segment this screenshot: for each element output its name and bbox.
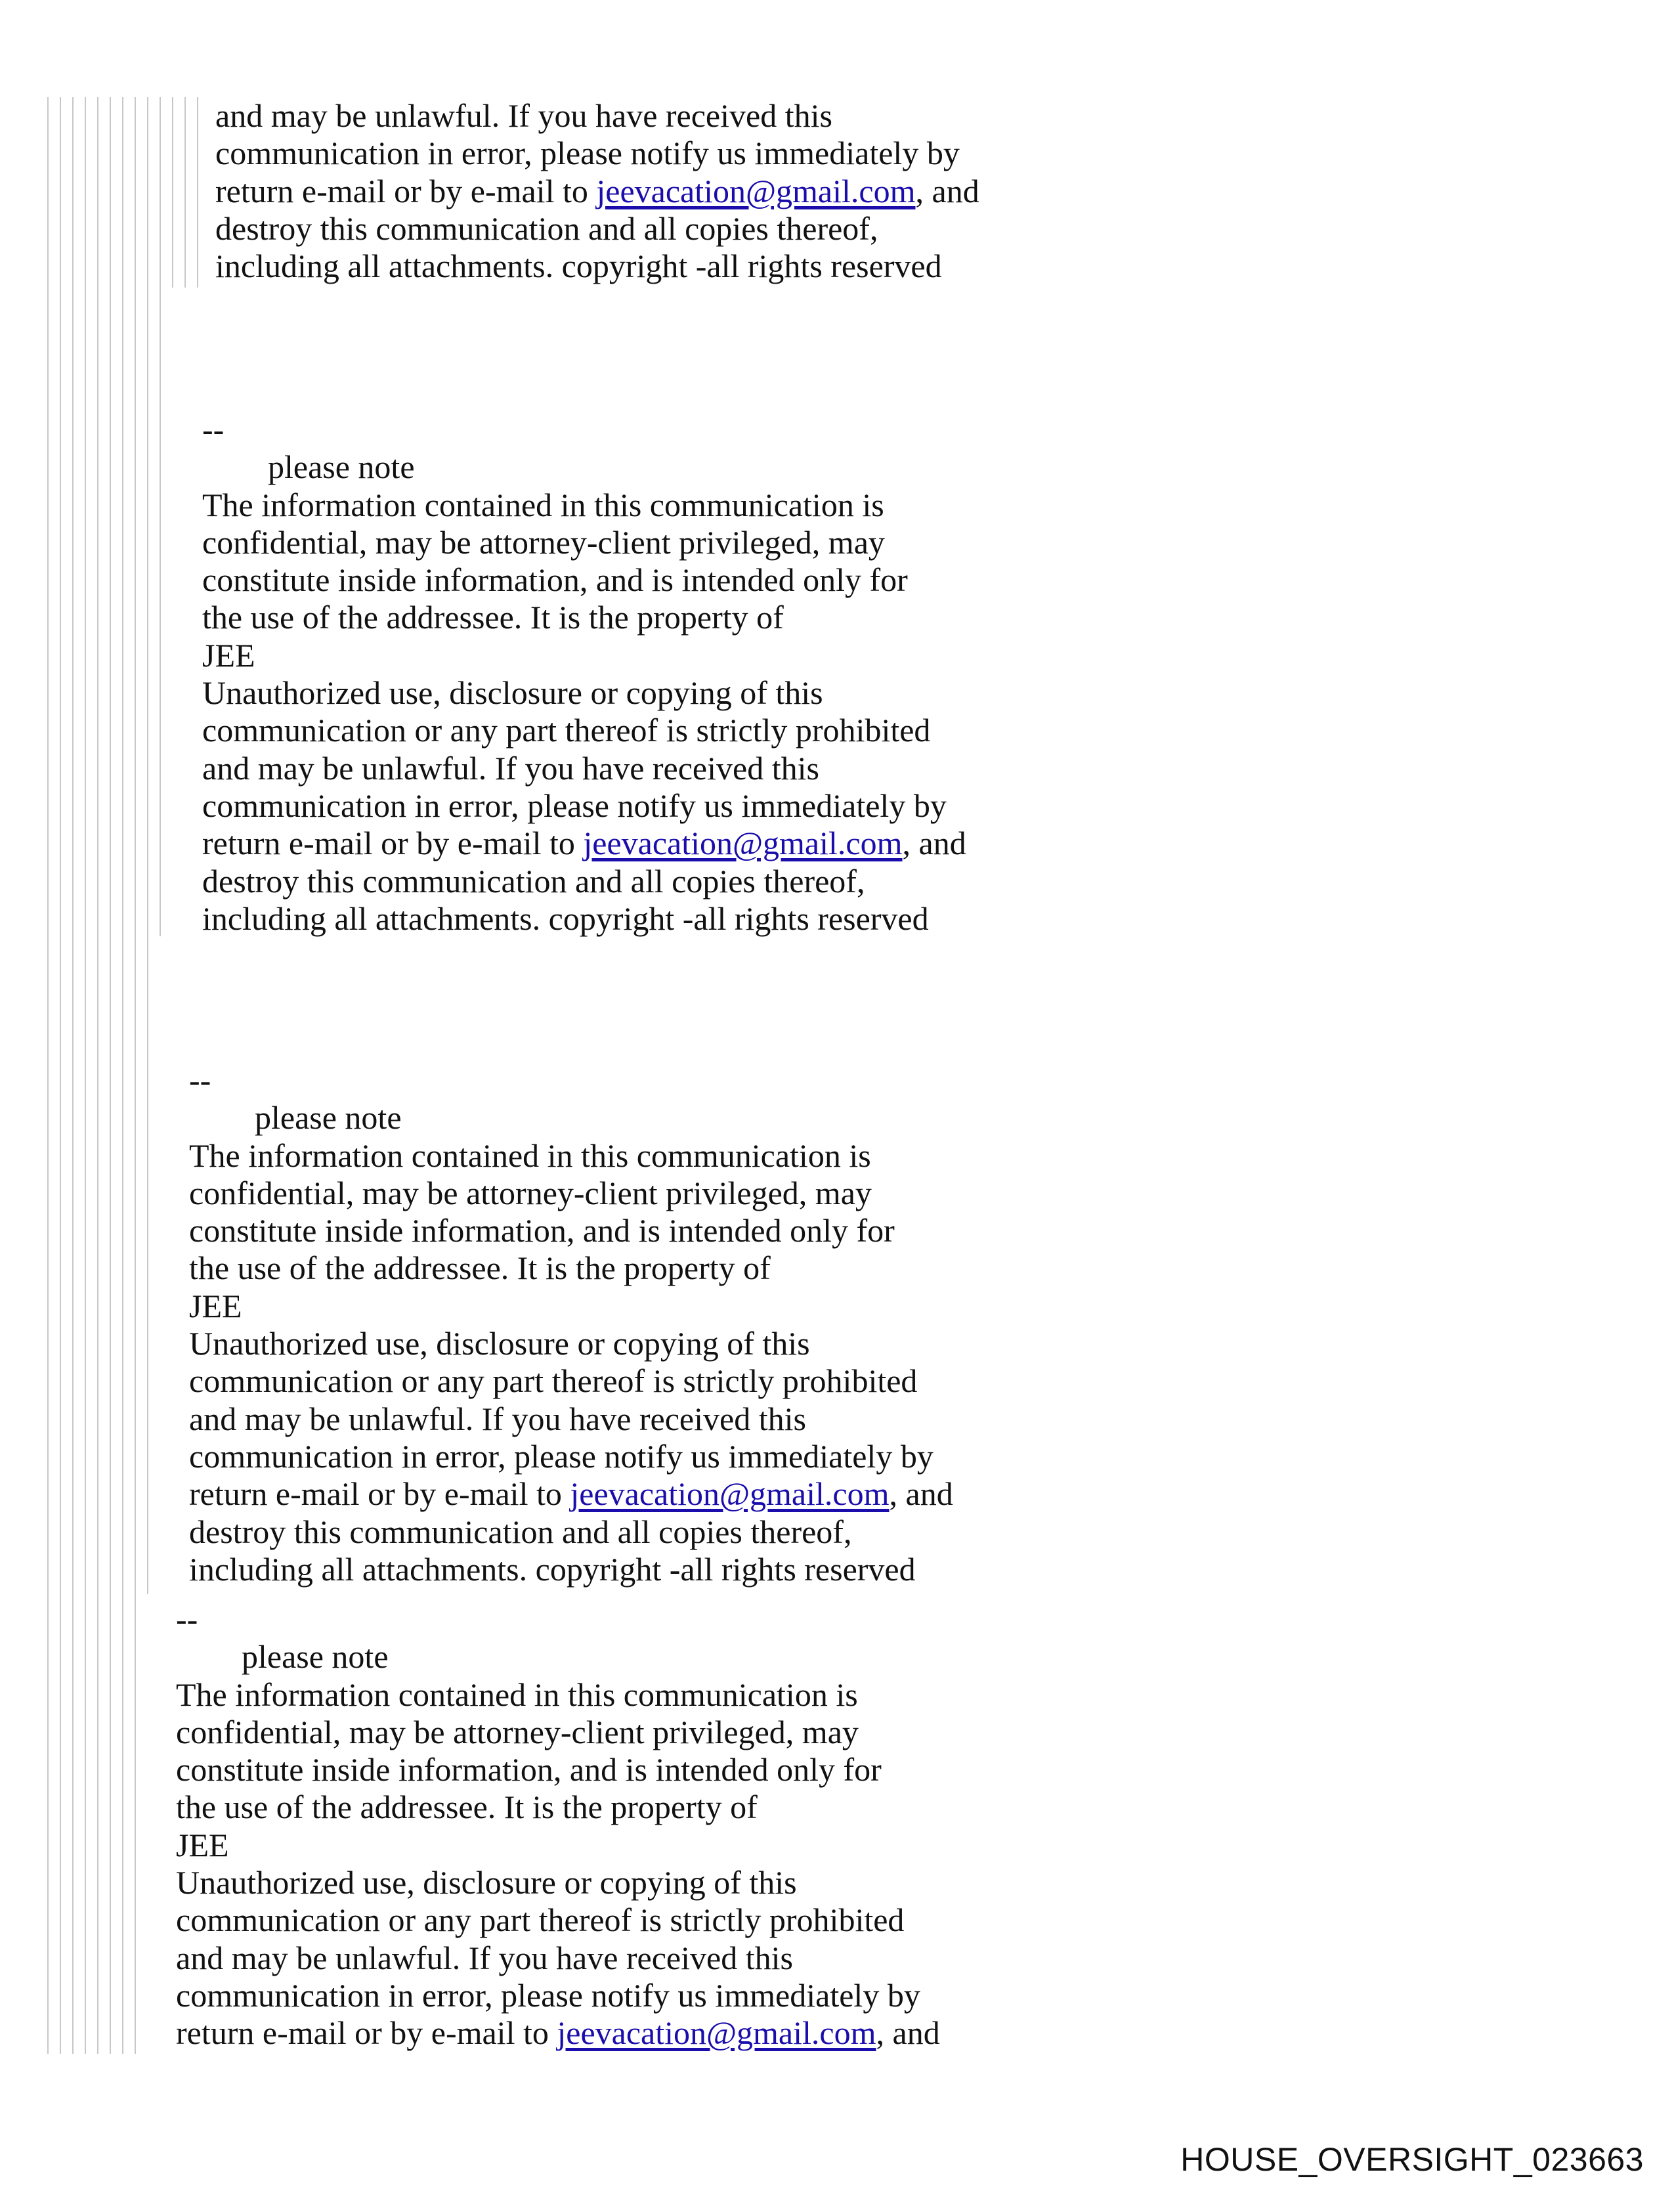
quote-bar bbox=[184, 97, 186, 288]
return-prefix: return e-mail or by e-mail to bbox=[202, 825, 584, 862]
signature-separator: -- bbox=[176, 1601, 198, 1637]
email-link[interactable]: jeevacation@gmail.com bbox=[570, 1475, 890, 1513]
text-line: communication in error, please notify us immediately by bbox=[215, 135, 960, 172]
text-line: and may be unlawful. If you have received this bbox=[215, 97, 832, 134]
text-line: and may be unlawful. If you have received this bbox=[189, 1400, 806, 1437]
text-line: JEE bbox=[202, 636, 255, 674]
quote-bar bbox=[47, 97, 49, 2054]
return-suffix: , and bbox=[876, 2014, 940, 2052]
please-note: please note bbox=[242, 1638, 389, 1676]
email-link[interactable]: jeevacation@gmail.com bbox=[557, 2014, 876, 2052]
quote-bar bbox=[60, 97, 61, 2054]
return-suffix: , and bbox=[915, 172, 979, 209]
text-line: including all attachments. copyright -all rights reserved bbox=[202, 900, 929, 937]
disclaimer-block bbox=[176, 1601, 940, 2052]
bates-number: HOUSE_OVERSIGHT_023663 bbox=[1180, 2141, 1644, 2178]
return-prefix: return e-mail or by e-mail to bbox=[215, 172, 597, 209]
text-line: the use of the addressee. It is the property of bbox=[176, 1789, 758, 1826]
text-line: Unauthorized use, disclosure or copying of this bbox=[176, 1864, 797, 1901]
text-line: The information contained in this communication is bbox=[176, 1676, 858, 1713]
quote-bar bbox=[72, 97, 74, 2054]
quote-bar bbox=[172, 97, 173, 288]
text-line: JEE bbox=[189, 1287, 242, 1324]
quote-bar bbox=[122, 97, 123, 2054]
quote-bar bbox=[197, 97, 198, 288]
signature-separator: -- bbox=[189, 1062, 211, 1098]
text-line: Unauthorized use, disclosure or copying of this bbox=[189, 1325, 810, 1362]
quote-bar bbox=[110, 97, 111, 2054]
text-line: constitute inside information, and is intended only for bbox=[202, 561, 908, 599]
text-line: constitute inside information, and is intended only for bbox=[189, 1212, 895, 1249]
disclaimer-block bbox=[189, 1062, 953, 1588]
quote-bar bbox=[85, 97, 86, 2054]
quote-bar bbox=[147, 97, 148, 1594]
text-line bbox=[202, 825, 966, 862]
quote-bar bbox=[97, 97, 98, 2054]
text-line bbox=[215, 173, 979, 210]
text-line: communication in error, please notify us immediately by bbox=[202, 787, 947, 824]
return-prefix: return e-mail or by e-mail to bbox=[176, 2014, 557, 2052]
text-line: Unauthorized use, disclosure or copying of this bbox=[202, 674, 823, 712]
please-note: please note bbox=[255, 1099, 402, 1137]
email-link[interactable]: jeevacation@gmail.com bbox=[596, 172, 916, 209]
please-note: please note bbox=[268, 448, 415, 486]
text-line: destroy this communication and all copies thereof, bbox=[189, 1513, 852, 1550]
return-suffix: , and bbox=[889, 1475, 953, 1513]
text-line: communication in error, please notify us immediately by bbox=[176, 1976, 920, 2014]
text-line: destroy this communication and all copies thereof, bbox=[202, 862, 865, 900]
text-line: the use of the addressee. It is the property of bbox=[202, 599, 784, 636]
text-line bbox=[189, 1475, 953, 1513]
text-line: constitute inside information, and is intended only for bbox=[176, 1751, 882, 1789]
text-line: communication or any part thereof is strictly prohibited bbox=[189, 1362, 918, 1400]
text-line: the use of the addressee. It is the property of bbox=[189, 1249, 771, 1287]
text-line: and may be unlawful. If you have received this bbox=[176, 1939, 793, 1976]
return-suffix: , and bbox=[902, 825, 966, 862]
signature-separator: -- bbox=[202, 411, 225, 448]
text-line: and may be unlawful. If you have received this bbox=[202, 749, 819, 787]
email-link[interactable]: jeevacation@gmail.com bbox=[583, 825, 903, 862]
text-line: including all attachments. copyright -all rights reserved bbox=[189, 1550, 916, 1588]
text-line: confidential, may be attorney-client privileged, may bbox=[189, 1174, 872, 1211]
text-line: JEE bbox=[176, 1826, 229, 1863]
text-line bbox=[176, 2014, 940, 2052]
text-line: communication or any part thereof is strictly prohibited bbox=[202, 712, 931, 749]
return-prefix: return e-mail or by e-mail to bbox=[189, 1475, 570, 1513]
text-line: destroy this communication and all copies thereof, bbox=[215, 209, 878, 247]
text-line: The information contained in this communication is bbox=[189, 1137, 871, 1174]
quote-bar bbox=[135, 97, 136, 2054]
text-line: communication or any part thereof is strictly prohibited bbox=[176, 1901, 905, 1939]
text-line: confidential, may be attorney-client privileged, may bbox=[176, 1713, 859, 1750]
disclaimer-block bbox=[202, 411, 966, 938]
text-line: including all attachments. copyright -all rights reserved bbox=[215, 248, 942, 285]
text-line: communication in error, please notify us immediately by bbox=[189, 1437, 934, 1475]
text-line: confidential, may be attorney-client privileged, may bbox=[202, 523, 885, 561]
disclaimer-fragment-top bbox=[215, 97, 979, 285]
text-line: The information contained in this communication is bbox=[202, 486, 884, 523]
quote-bar bbox=[160, 97, 161, 936]
